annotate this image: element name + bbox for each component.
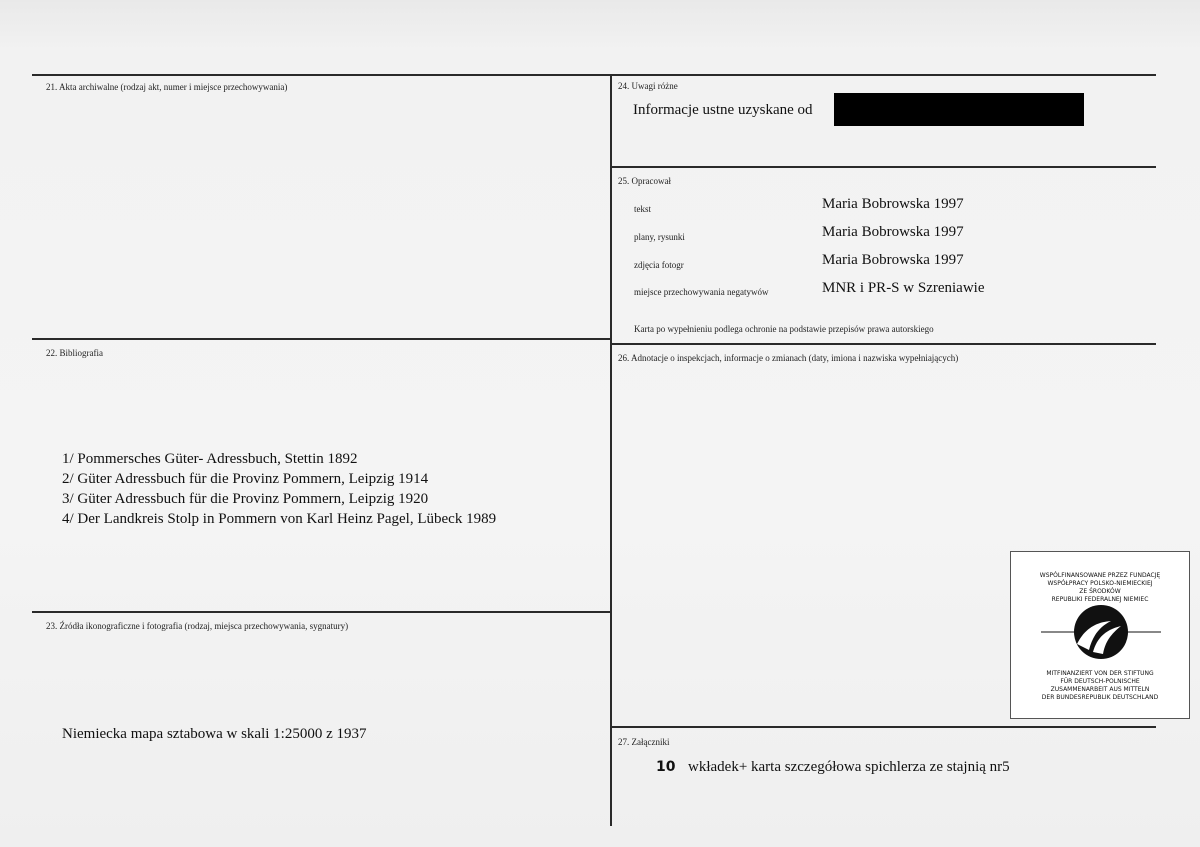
- rule-center: [610, 74, 612, 826]
- bibliography-entry: 3/ Güter Adressbuch für die Provinz Pommern, Leipzig 1920: [62, 491, 429, 507]
- author-row-value: MNR i PR-S w Szreniawie: [822, 280, 985, 296]
- bibliography-entry: 2/ Güter Adressbuch für die Provinz Pommern, Leipzig 1914: [62, 471, 429, 487]
- field-26-label: 26. Adnotacje o inspekcjach, informacje o zmianach (daty, imiona i nazwiska wypełniających): [618, 353, 959, 363]
- author-row-label: zdjęcia fotogr: [634, 260, 684, 270]
- rule-left-23: [32, 611, 611, 613]
- field-27-label: 27. Załączniki: [618, 737, 670, 747]
- copyright-note: Karta po wypełnieniu podlega ochronie na podstawie przepisów prawa autorskiego: [634, 324, 934, 334]
- foundation-emblem-icon: [1041, 604, 1161, 664]
- author-row-value: Maria Bobrowska 1997: [822, 224, 964, 240]
- rule-right-27: [611, 726, 1156, 728]
- author-row-value: Maria Bobrowska 1997: [822, 252, 964, 268]
- field-22-label: 22. Bibliografia: [46, 348, 103, 358]
- bibliography-entry: 1/ Pommersches Güter- Adressbuch, Stettin 1892: [62, 451, 358, 467]
- foundation-logo: [1010, 551, 1190, 719]
- author-row-value: Maria Bobrowska 1997: [822, 196, 964, 212]
- author-row-label: tekst: [634, 204, 651, 214]
- logo-text-polish: WSPÓLFINANSOWANE PRZEZ FUNDACJĘ WSPÓŁPRACY POLSKO-NIEMIECKIEJ ZE ŚRODKÓW REPUBLIKI FEDERALNEJ NIEMIEC: [1039, 572, 1161, 603]
- author-row-label: plany, rysunki: [634, 232, 685, 242]
- field-21-label: 21. Akta archiwalne (rodzaj akt, numer i miejsce przechowywania): [46, 82, 288, 92]
- rule-left-22: [32, 338, 611, 340]
- attachment-count: 10: [656, 759, 676, 775]
- field-24-value: Informacje ustne uzyskane od: [633, 102, 813, 118]
- rule-top: [32, 74, 1156, 76]
- logo-text-german: MITFINANZIERT VON DER STIFTUNG FÜR DEUTSCH-POLNISCHE ZUSAMMENARBEIT AUS MITTELN DER BUNDESREPUBLIK DEUTSCHLAND: [1041, 670, 1159, 701]
- field-25-label: 25. Opracował: [618, 176, 671, 186]
- field-24-label: 24. Uwagi różne: [618, 81, 678, 91]
- rule-right-26: [611, 343, 1156, 345]
- field-23-value: Niemiecka mapa sztabowa w skali 1:25000 z 1937: [62, 726, 367, 742]
- author-row-label: miejsce przechowywania negatywów: [634, 287, 769, 297]
- field-23-label: 23. Źródła ikonograficzne i fotografia (rodzaj, miejsca przechowywania, sygnatury): [46, 621, 349, 631]
- redaction-bar: [834, 93, 1084, 126]
- field-27-value: wkładek+ karta szczegółowa spichlerza ze stajnią nr5: [688, 759, 1010, 775]
- bibliography-entry: 4/ Der Landkreis Stolp in Pommern von Karl Heinz Pagel, Lübeck 1989: [62, 511, 497, 527]
- rule-right-25: [611, 166, 1156, 168]
